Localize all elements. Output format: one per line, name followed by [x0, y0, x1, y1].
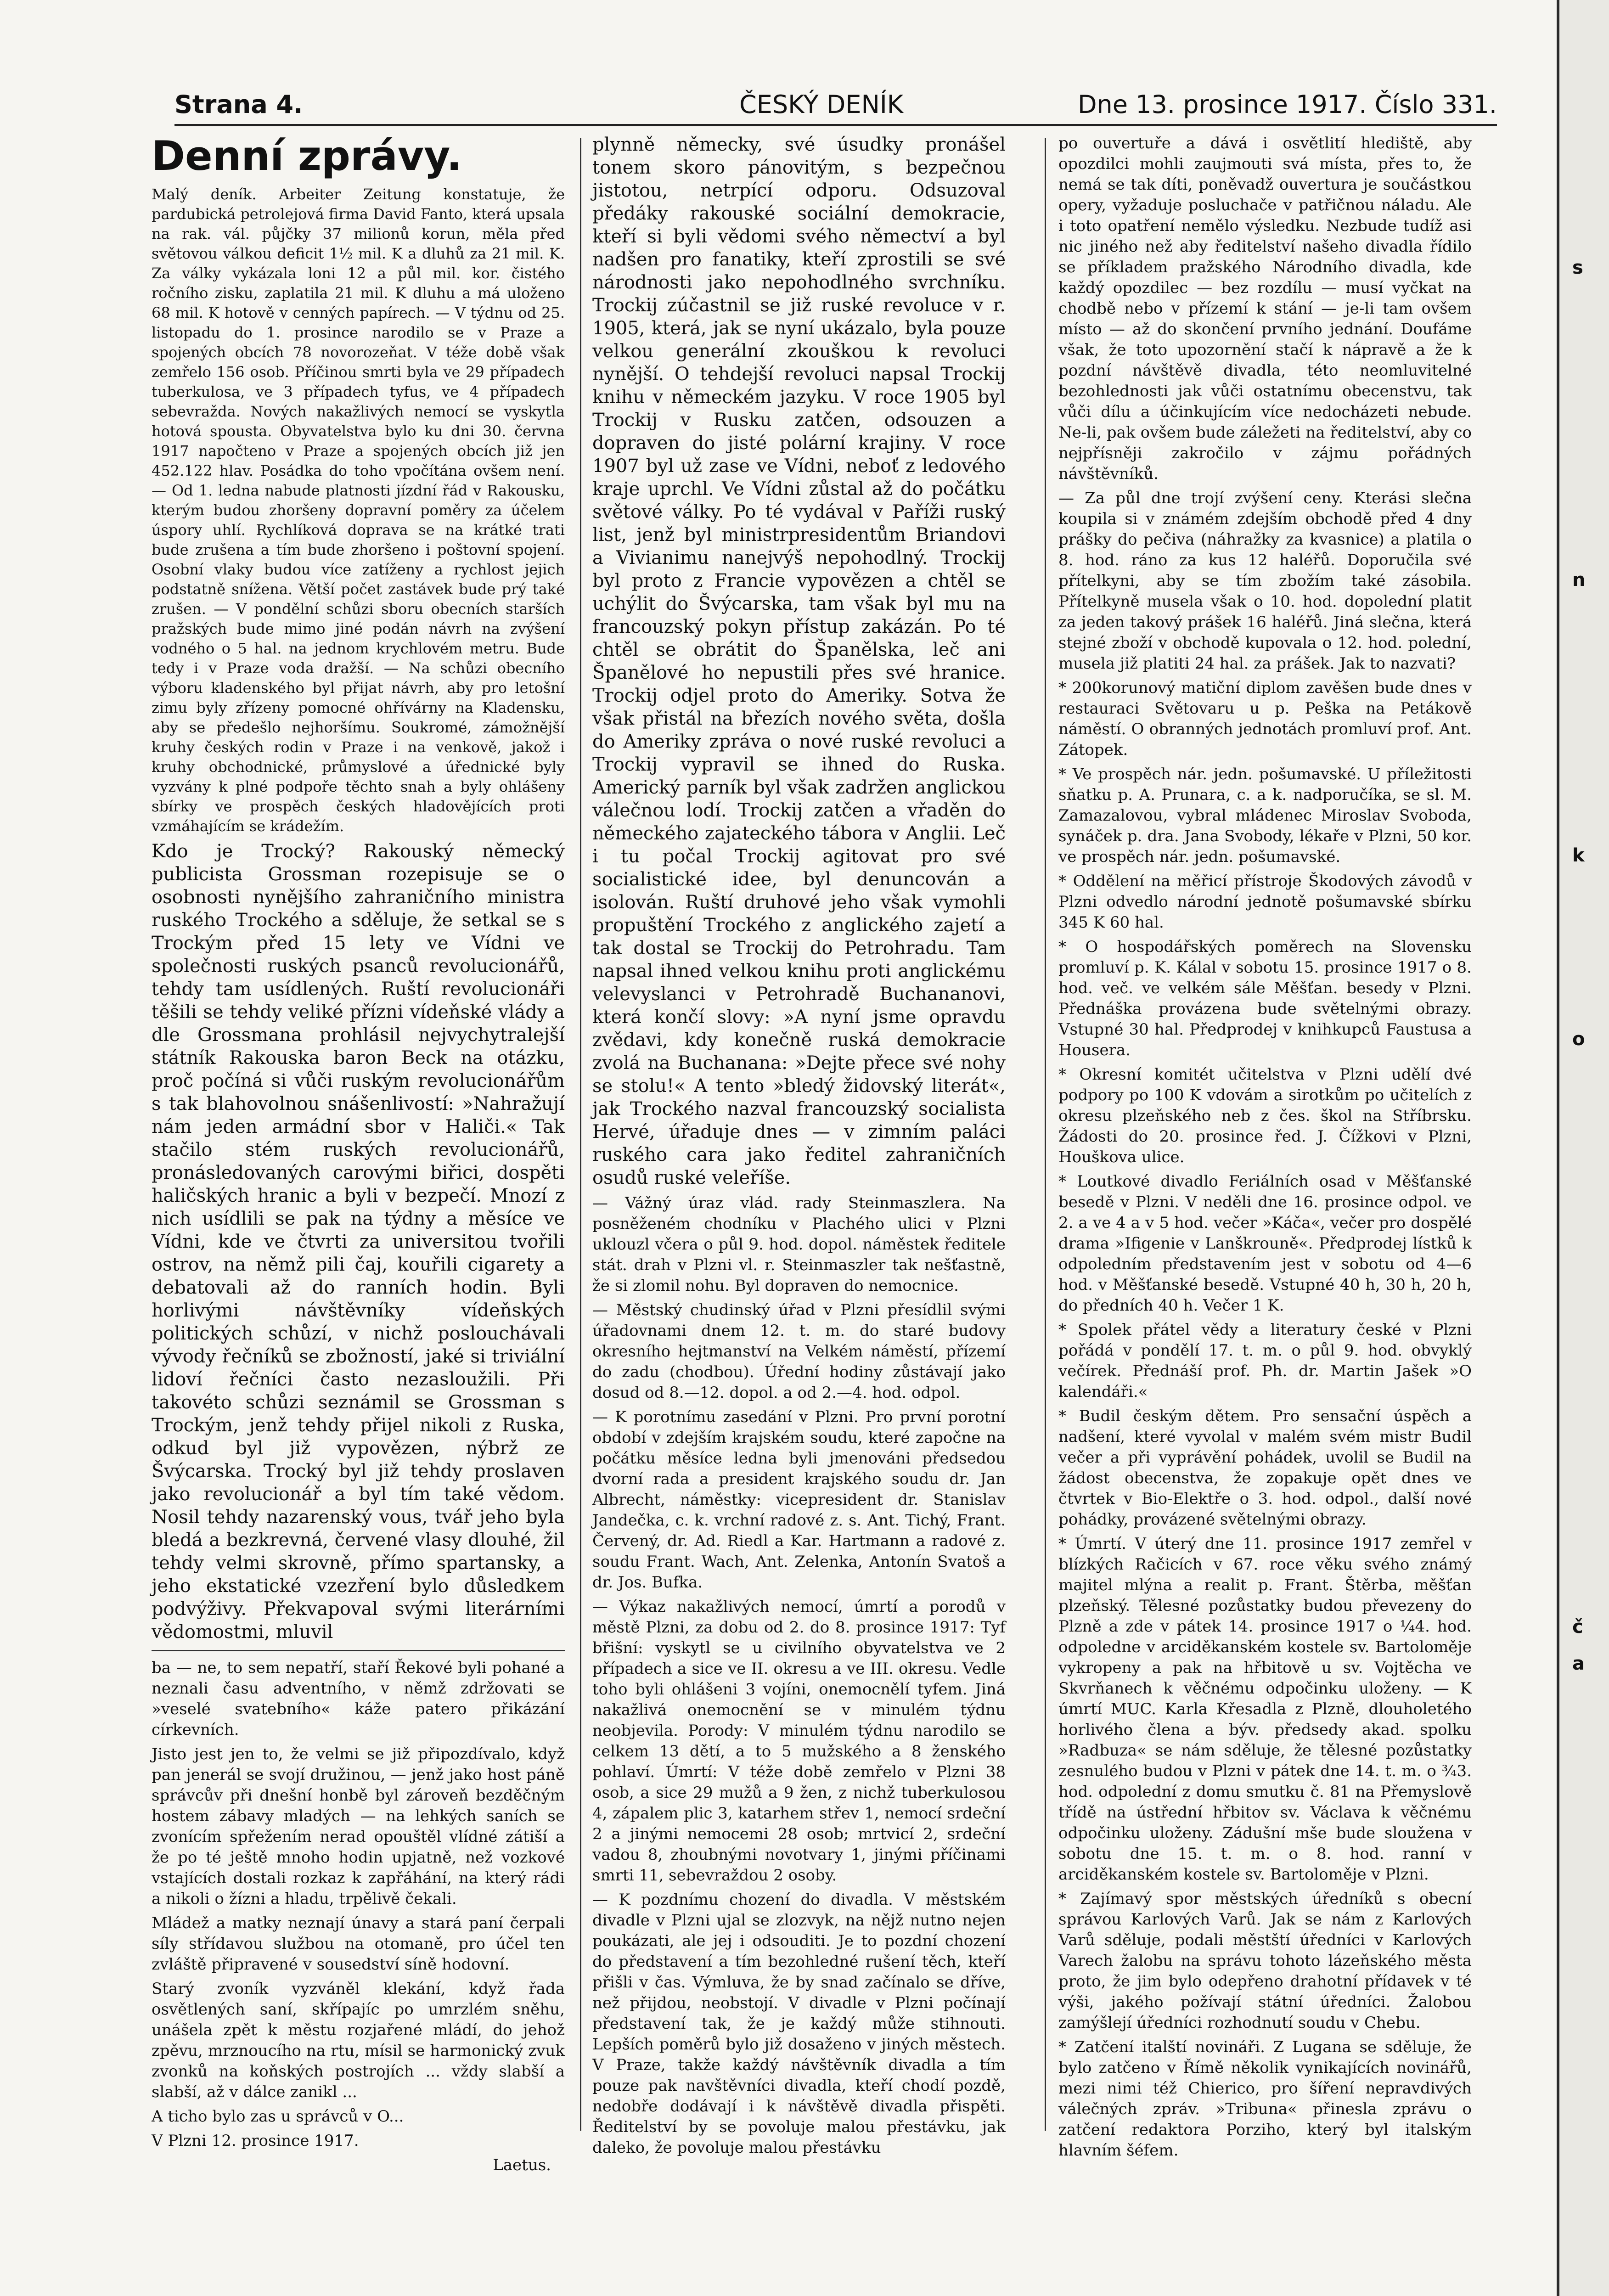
article-budil: * Budil českým dětem. Pro sensační úspěch a nadšení, které vyvolal v malém svém mistr Budil večer a při vyprávění pohádek, uvolil se Budil na žádost obecenstva, že zopakuje opět dnes ve čtvrtek v Bio-Elektře o 3. hod. odpol., další nové pohádky, provázené světelnými obrazy. — [1058, 1407, 1472, 1529]
column-3 — [1058, 133, 1472, 2160]
section-title: Denní zprávy. — [152, 132, 462, 180]
column-1 — [152, 132, 565, 2174]
feuilleton-dateline: V Plzni 12. prosince 1917. — [152, 2132, 359, 2150]
article-loutkove-divadlo: * Loutkové divadlo Feriálních osad v Měšťanské besedě v Plzni. V neděli dne 16. prosince odpol. ve 2. a ve 4 a v 5 hod. večer »Káča«, večer pro dospělé drama »Ifigenie v Lanškrouně«. Předprodej lístků k odpoledním představením jest v sobotu od 4—6 hod. v Měšťanské besedě. Vstupné 40 h, 30 h, 20 h, do předních 40 h. Večer 1 K. — [1058, 1172, 1472, 1315]
edge-letter: o — [1572, 1029, 1585, 1050]
article-karlovy-vary: * Zajímavý spor městských úředníků s obecní správou Karlových Varů. Jak se nám z Karlových Varů sděluje, podali městští úředníci v Karlových Varech žalobu na správu tohoto lázeňského města proto, že jim bylo odepřeno drahotní přídavek v té výši, jakého požívají státní úředníci. Žalobou zamýšlejí úředníci rozhodnutí soudu v Chebu. — [1058, 1890, 1472, 2032]
adjacent-page-edge — [1557, 0, 1609, 2296]
article-vazny-uraz: — Vážný úraz vlád. rady Steinmaszlera. Na posněženém chodníku v Plachého ulici v Plzni uklouzl včera o půl 9. hod. dopol. náměstek ředitele stát. drah v Plzni vl. r. Steinmaszler tak nešťastně, že si zlomil nohu. Byl dopraven do nemocnice. — [592, 1194, 1006, 1295]
article-pozdni-chozeni: — K pozdnímu chození do divadla. V městském divadle v Plzni ujal se zlozvyk, na nějž nutno nejen poukázati, ale jej i odsouditi. Je to pozdní chození do představení a tím bezohledné rušení těch, kteří přišli v čas. Výmluva, že by snad začínalo se dříve, než přijdou, neobstojí. V divadle v Plzni počínají představení tak, že je každý může stihnouti. Lepších poměrů bylo již dosaženo v jiných městech. V Praze, takže každý návštěvník divadla a tím pouze pak navštěvníci divadla, kteří chodí pozdě, nedobře dodávají i k návštěvě divadla přispěti. Ředitelství by se povoluje malou přestávku, jak daleko, že povoluje malou přestávku — [592, 1891, 1006, 2157]
article-trocky-continued: plynně německy, své úsudky pronášel tonem skoro pánovitým, s bezpečnou jistotou, netrpící odporu. Odsuzoval předáky rakouské sociální demokracie, kteří si byli vědomi svého němectví a byl nadšen pro fanatiky, kteří zprostili se své národnosti jako nepohodlného svrchníku. Trockij zúčastnil se již ruské revoluce v r. 1905, která, jak se nyní ukázalo, byla pouze velkou generální zkouškou k revoluci nynější. O tehdejší revoluci napsal Trockij knihu v německém jazyku. V roce 1905 byl Trockij v Rusku zatčen, odsouzen a dopraven do jisté polární krajiny. V roce 1907 byl už zase ve Vídni, neboť z ledového kraje uprchl. Ve Vídni zůstal až do počátku světové války. Po té vydával v Paříži ruský list, jenž byl ministrpresidentům Briandovi a Vivianimu nanejvýš nepohodlný. Trockij byl proto z Francie vypovězen a chtěl se uchýlit do Švýcarska, tam však byl mu na francouzský pokyn přístup zakázán. Po té chtěl se obrátit do Španělska, leč ani Španělové ho nepustili přes své hranice. Trockij odjel proto do Ameriky. Sotva že však přistál na březích nového světa, došla do Ameriky zpráva o nové ruské revoluci a Trockij vypravil se ihned do Ruska. Americký parník byl však zadržen anglickou válečnou lodí. Trockij zatčen a vřaděn do německého zajateckého tábora v Anglii. Leč i tu počal Trockij agitovat pro své socialistické idee, byl denuncován a isolován. Ruští druhové jeho však vymohli propuštění Trockého z anglického zajetí a tak dostal se Trockij do Petrohradu. Tam napsal ihned velkou knihu proti anglickému velevyslanci v Petrohradě Buchananovi, která končí slovy: »A nyní jsme opravdu zvědavi, kdy konečně ruská demokracie zvolá na Buchanana: »Dejte přece své nohy se stolu!« A tento »bledý židovský literát«, jak Trockého nazval francouzský socialista Hervé, úřaduje dnes — v zimním paláci ruského cara jako ředitel zahraničních osudů ruské veleříše. — [592, 134, 1006, 1188]
page-number: Strana 4. — [174, 90, 303, 119]
article-chudinsky-urad: — Městský chudinský úřad v Plzni přesídlil svými úřadovnami dnem 12. t. m. do staré budovy okresního hejtmanství na Velkém náměstí, přízemí do zadu (chodbou). Úřední hodiny zůstávají jako dosud od 8.—12. dopol. a od 2.—4. hod. odpol. — [592, 1301, 1006, 1402]
article-ucitelstvo: * Okresní komitét učitelstva v Plzni udělí dvé podpory po 100 K vdovám a sirotkům po učitelích z okresu plzeňského neb z čes. škol na Stříbrsku. Žádosti do 20. prosince řed. J. Čížkovi v Plzni, Houškova ulice. — [1058, 1065, 1472, 1166]
article-umrti: * Úmrtí. V úterý dne 11. prosince 1917 zemřel v blízkých Račicích v 67. roce věku svého známý majitel mlýna a realit p. Frant. Štěrba, měšťan plzeňský. Tělesné pozůstatky budou převezeny do Plzně a zde v pátek 14. prosince 1917 o ¼4. hod. odpoledne v arciděkanském kostele sv. Bartoloměje vykropeny a pak na hřbitově u sv. Vojtěcha ve Skvrňanech k věčnému odpočinku uloženy. — K úmrtí MUC. Karla Křesadla z Plzně, dlouholetého horlivého člena a býv. předsedy akad. spolku »Radbuza« se nám sděluje, že tělesné pozůstatky zesnulého budou v Plzni v pátek dne 14. t. m. o ¾3. hod. odpolední z domu smutku č. 81 na Přemyslově třídě na ústřední hřbitov sv. Václava k věčnému odpočinku uloženy. Zádušní mše bude sloužena v sobotu dne 15. t. m. o 8. hod. ranní v arciděkanském kostele sv. Bartoloměje v Plzni. — [1058, 1535, 1472, 1884]
edge-letter: k — [1572, 845, 1585, 866]
feuilleton-paragraph: Mládež a matky neznají únavy a stará paní čerpali síly střídavou službou na otomaně, pro účel ten zvláště připravené v sousedství síně hodovní. — [152, 1914, 565, 1974]
feuilleton-paragraph: A ticho bylo zas u správců v O... — [152, 2107, 404, 2126]
article-divadlo-continued: po ouvertuře a dává i osvětlití hlediště, aby opozdilci mohli zaujmouti svá místa, přes to, že nemá se tak díti, poněvadž ouvertura je součástkou opery, vyžaduje posluchače v patřičnou náladu. Ale i toto opatření nemělo výsledku. Nezbude tudíž asi nic jiného než aby ředitelství našeho divadla řídilo se příkladem pražského Národního divadla, kde každý opozdilec — bez rozdílu — musí vyčkat na chodbě nebo v přízemí k stání — je-li tam ovšem místo — až do skončení prvního jednání. Doufáme však, že toto upozornění stačí k nápravě a že k pozdní návštěvě divadla, této neomluvitelné bezohlednosti jak vůči ostatnímu obecenstvu, tak vůči dílu a účinkujícím více nedocházeti nebude. Ne-li, pak ovšem bude záležeti na ředitelství, aby co nejpřísněji zakročilo v zájmu pořádných návštěvníků. — [1058, 134, 1472, 483]
edge-letter: n — [1572, 569, 1586, 591]
article-italsti-novinari: * Zatčení italští novináři. Z Lugana se sděluje, že bylo zatčeno v Římě několik vynikajících novinářů, mezi nimi též Chierico, pro šíření nepravdivých válečných zpráv. »Tribuna« přinesla zprávu o zatčení redaktora Porziho, který byl italským hlavním šéfem. — [1058, 2038, 1472, 2160]
article-slovensko: * O hospodářských poměrech na Slovensku promluví p. K. Kálal v sobotu 15. prosince 1917 o 8. hod. več. ve velkém sále Měšťan. besedy v Plzni. Přednáška provázena bude světelnými obrazy. Vstupné 30 hal. Předprodej v knihkupců Faustusa a Housera. — [1058, 938, 1472, 1059]
column-rule — [580, 138, 581, 2131]
article-maly-denik: Malý deník. Arbeiter Zeitung konstatuje, že pardubická petrolejová firma David Fanto, která upsala na rak. vál. půjčky 37 milionů korun, měla před světovou válkou deficit 1½ mil. K a dluhů za 21 mil. K. Za války vykázala loni 12 a půl mil. kor. čistého ročního zisku, zaplatila 21 mil. K dluhu a má uloženo 68 mil. K hotově v cenných papírech. — V týdnu od 25. listopadu do 1. prosince narodilo se v Praze a spojených obcích 78 novorozeňat. V téže době však zemřelo 156 osob. Příčinou smrti byla ve 29 případech tuberkulosa, ve 3 případech tyfus, ve 4 případech sebevražda. Nových nakažlivých nemocí se vyskytla hotová spousta. Obyvatelstva bylo ku dni 30. června 1917 napočteno v Praze a spojených obcích již jen 452.122 hlav. Posádka do toho vpočítána ovšem není. — Od 1. ledna nabude platnosti jízdní řád v Rakousku, kterým budou zhoršeny dopravní poměry za účelem úspory uhlí. Rychlíková doprava se na krátké trati bude zrušena a tím bude zhoršeno i poštovní spojení. Osobní vlaky budou více zatíženy a rychlost jejich podstatně snížena. Větší počet zastávek bude prý také zrušen. — V pondělní schůzi sboru obecních starších pražských bude mimo jiné podán návrh na zvýšení vodného o 5 hal. na jednom krychlovém metru. Bude tedy i v Praze voda dražší. — Na schůzi obecního výboru kladenského byl přijat návrh, aby pro letošní zimu byly zřízeny pomocné ohřívárny na Kladensku, aby se předešlo nejhoršímu. Soukromé, zámožnější kruhy českých rodin v Praze i na venkově, jakož i kruhy obchodnické, průmyslové a úřednické byly vyzvány k plné podpoře těchto snah a byly ohlášeny sbírky ve prospěch českých hladovějících proti vzmáhajícím se krádežím. — [152, 186, 565, 835]
edge-letter: č — [1572, 1616, 1583, 1638]
column-rule — [1045, 138, 1046, 2131]
feuilleton-paragraph: Jisto jest jen to, že velmi se již připozdívalo, když pan jenerál se svojí družinou, — jenž jako host páně správcův při dnešní honbě byl zároveň bezděčným hostem zábavy mladých — na lehkých saních se zvonícím spřežením nerad opouštěl vlídné zátiší a že po té ještě mnoho hodin upjatně, než vozkové vstajících dostali rozkaz k zapřáhání, na který rádi a nikoli o žízni a hladu, trpělivě čekali. — [152, 1745, 565, 1908]
article-pojumavska: * Ve prospěch nár. jedn. pošumavské. U příležitosti sňatku p. A. Prunara, c. a k. nadporučíka, se sl. M. Zamazalovou, vybral mládenec Miroslav Svoboda, synáček p. dra. Jana Svobody, lékaře v Plzni, 50 kor. ve prospěch nár. jedn. pošumavské. — [1058, 765, 1472, 866]
edge-letter: a — [1572, 1653, 1585, 1674]
feuilleton-paragraph: Starý zvoník vyzváněl klekání, když řada osvětlených saní, skřípajíc po umrzlém sněhu, unášela zpět k městu rozjařené mládí, do jehož zpěvu, mrznoucího na rtu, mísil se harmonický zvuk zvonků na koňských postrojích ... vždy slabší a slabší, až v dálce zanikl ... — [152, 1980, 565, 2101]
article-porotni-zasedani: — K porotnímu zasedání v Plzni. Pro první porotní období v zdejším krajském soudu, které započne na počátku měsíce ledna byli jmenováni předsedou dvorní rada a president krajského soudu dr. Jan Albrecht, náměstky: vicepresident dr. Stanislav Jandečka, c. k. vrchní radové z. s. Ant. Tichý, Frant. Červený, dr. Ad. Riedl a Kar. Hartmann a radové z. soudu Frant. Wach, Ant. Zelenka, Antonín Svatoš a dr. Jos. Bufka. — [592, 1408, 1006, 1592]
column-2 — [592, 133, 1006, 2157]
feuilleton-signature: Laetus. — [493, 2156, 551, 2174]
feuilleton-paragraph: ba — ne, to sem nepatří, staří Řekové byli pohané a neznali času adventního, v němž zdržovati se »veselé svatebního« káže patero přikázání církevních. — [152, 1659, 565, 1739]
article-maticni-diplom: * 200korunový matiční diplom zavěšen bude dnes v restauraci Světovaru u p. Peška na Petákově náměstí. O obranných jednotách promluví prof. Ant. Zátopek. — [1058, 679, 1472, 759]
divider — [152, 1650, 565, 1651]
article-vykaz-nemoci: — Výkaz nakažlivých nemocí, úmrtí a porodů v městě Plzni, za dobu od 2. do 8. prosince 1917: Tyf břišní: vyskytl se u civilního obyvatelstva ve 2 případech a sice ve II. okresu a ve III. okresu. Vedle toho byli ohlášeni 3 vojíni, onemocnělí tyfem. Jiná nakažlivá onemocnění se v minulém týdnu neobjevila. Porody: V minulém týdnu narodilo se celkem 13 dětí, a to 5 mužského a 8 ženského pohlaví. Úmrtí: V téže době zemřelo v Plzni 38 osob, a sice 29 mužů a 9 žen, z nichž tuberkulosou 4, zápalem plic 3, katarhem střev 1, nemocí srdeční 2 a jinými nemocemi 28 osob; mrtvicí 2, srdeční vadou 8, zhoubnými novotvary 1, jinými příčinami smrti 11, sebevraždou 2 osoby. — [592, 1598, 1006, 1885]
article-zvyseni-ceny: — Za půl dne trojí zvýšení ceny. Kterási slečna koupila si v známém zdejším obchodě před 4 dny prášky do pečiva (náhražky za kvasnice) a platila o 8. hod. ráno za kus 12 haléřů. Doporučila své přítelkyni, aby se tím zbožím také zásobila. Přítelkyně musela však o 10. hod. dopolední platit za jeden takový prášek 16 haléřů. Jiná slečna, která stejné zboží v obchodě kupovala o 12. hod. polední, musela již platiti 24 hal. za prášek. Jak to nazvati? — [1058, 489, 1472, 673]
article-spolek-pratel: * Spolek přátel vědy a literatury české v Plzni pořádá v pondělí 17. t. m. o půl 9. hod. obvyklý večírek. Přednáší prof. Ph. dr. Martin Jašek »O kalendáři.« — [1058, 1321, 1472, 1401]
masthead: ČESKÝ DENÍK — [739, 90, 904, 119]
page-header — [174, 87, 1497, 126]
date-issue: Dne 13. prosince 1917. Číslo 331. — [1077, 90, 1497, 119]
article-kdo-je-trocky: Kdo je Trocký? Rakouský německý publicista Grossman rozepisuje se o osobnosti nynějšího zahraničního ministra ruského Trockého a sděluje, že setkal se s Trockým před 15 lety ve Vídni ve společnosti ruských psanců revolucionářů, tehdy tam usídlených. Ruští revolucionáři těšili se tehdy veliké přízni vídeňské vlády a dle Grossmana prohlásil nejvychytralejší státník Rakouska baron Beck na otázku, proč počíná si vůči ruským revolucionářům s tak blahovolnou snášenlivostí: »Nahražují nám jeden armádní sbor v Haliči.« Tak stačilo stém ruských revolucionářů, pronásledovaných carovými biřici, dospěti haličských hranic a byli v bezpečí. Mnozí z nich usídlili se pak na týdny a měsíce ve Vídni, kde ve čtvrti za universitou tvořili ostrov, na němž pili čaj, kouřili cigarety a debatovali až do ranních hodin. Byli horlivými návštěvníky vídeňských politických schůzí, v nichž poslouchávali vývody řečníků se zbožností, jaké si triviální lidoví řečníci často nezasloužili. Při takovéto schůzi seznámil se Grossman s Trockým, jenž tehdy přijel nikoli z Ruska, odkud byl již vypovězen, nýbrž ze Švýcarska. Trocký byl již tehdy proslaven jako revolucionář a byl tím také vědom. Nosil tehdy nazarenský vous, tvář jeho byla bledá a bezkrevná, červené vlasy dlouhé, žil tehdy velmi skrovně, přímo spartansky, a jeho ekstatické vzezření bylo důsledkem podvýživy. Překvapoval svými literárními vědomostmi, mluvil — [152, 841, 565, 1643]
edge-letter: s — [1572, 257, 1583, 278]
article-skodovy-zavody: * Oddělení na měřicí přístroje Škodových závodů v Plzni odvedlo národní jednotě pošumavské sbírku 345 K 60 hal. — [1058, 872, 1472, 932]
